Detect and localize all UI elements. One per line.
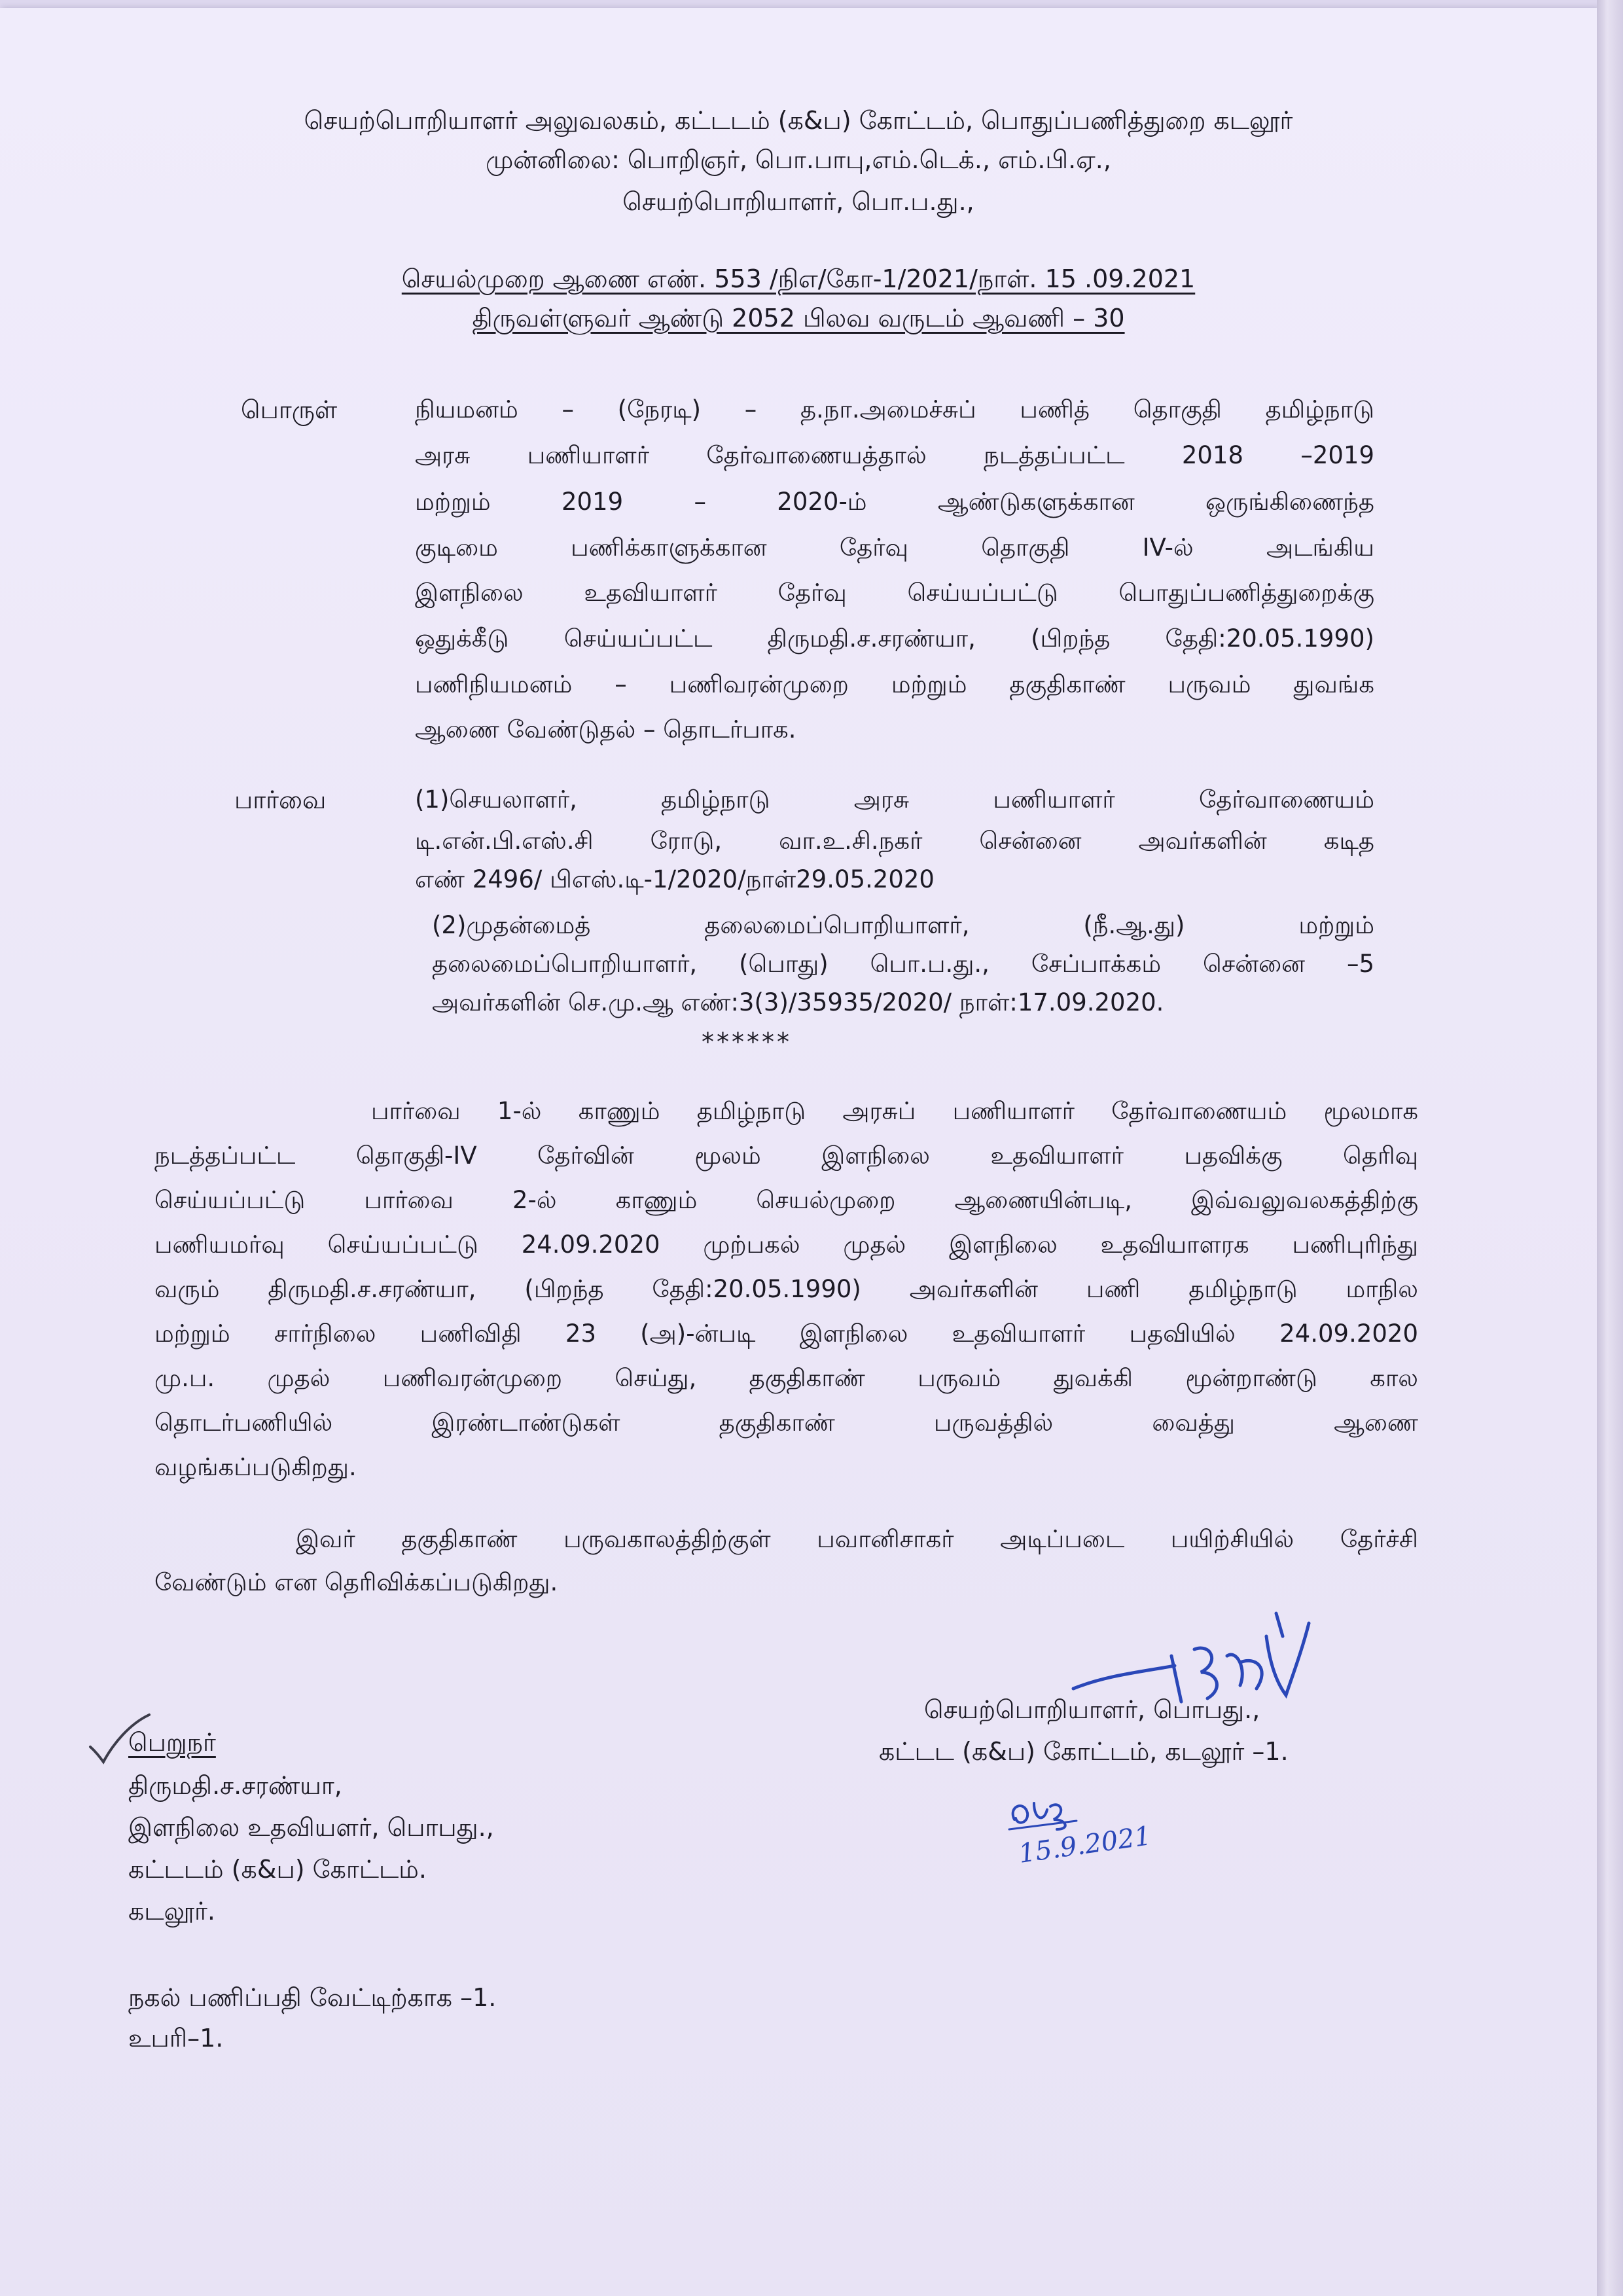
tamil-date: திருவள்ளுவர் ஆண்டு 2052 பிலவ வருடம் ஆவணி – 30 bbox=[472, 304, 1125, 332]
recipient-line: இளநிலை உதவியளர், பொபது., bbox=[128, 1813, 494, 1842]
recipient-line: கடலூர். bbox=[128, 1897, 215, 1926]
reference-line: (2)முதன்மைத் தலைமைப்பொறியாளர், (நீ.ஆ.து) மற்றும் bbox=[432, 911, 1374, 939]
body-line: வேண்டும் என தெரிவிக்கப்படுகிறது. bbox=[154, 1568, 558, 1596]
handwritten-initials bbox=[1008, 1793, 1086, 1833]
recipient-line: திருமதி.ச.சரண்யா, bbox=[128, 1771, 342, 1800]
body-line: தொடர்பணியில் இரண்டாண்டுகள் தகுதிகாண் பருவத்தில் வைத்து ஆணை bbox=[154, 1408, 1418, 1437]
subject-line: ஒதுக்கீடு செய்யப்பட்ட திருமதி.ச.சரண்யா, (பிறந்த தேதி:20.05.1990) bbox=[415, 624, 1374, 653]
reference-label: பார்வை bbox=[234, 785, 327, 814]
body-line: நடத்தப்பட்ட தொகுதி-IV தேர்வின் மூலம் இளநிலை உதவியாளர் பதவிக்கு தெரிவு bbox=[154, 1141, 1418, 1170]
body-line: பணியமர்வு செய்யப்பட்டு 24.09.2020 முற்பகல் முதல் இளநிலை உதவியாளரக பணிபுரிந்து bbox=[154, 1230, 1418, 1259]
subject-line: நியமனம் – (நேரடி) – த.நா.அமைச்சுப் பணித் தொகுதி தமிழ்நாடு bbox=[415, 395, 1374, 423]
signatory-title: செயற்பொறியாளர், பொபது., bbox=[924, 1695, 1260, 1724]
spare-copy-line: உபரி–1. bbox=[128, 2024, 224, 2053]
reference-line: அவர்களின் செ.மு.ஆ எண்:3(3)/35935/2020/ நாள்:17.09.2020. bbox=[432, 988, 1164, 1016]
subject-line: அரசு பணியாளர் தேர்வாணையத்தால் நடத்தப்பட்ட 2018 –2019 bbox=[415, 441, 1374, 469]
recipient-label: பெறுநர் bbox=[128, 1728, 216, 1757]
subject-label: பொருள் bbox=[241, 395, 338, 424]
reference-line: எண் 2496/ பிஎஸ்.டி-1/2020/நாள்29.05.2020 bbox=[415, 865, 935, 893]
body-line: இவர் தகுதிகாண் பருவகாலத்திற்குள் பவானிசாகர் அடிப்படை பயிற்சியில் தேர்ச்சி bbox=[296, 1525, 1418, 1553]
reference-line: டி.என்.பி.எஸ்.சி ரோடு, வா.உ.சி.நகர் சென்னை அவர்களின் கடித bbox=[415, 827, 1374, 855]
body-line: மற்றும் சார்நிலை பணிவிதி 23 (அ)-ன்படி இளநிலை உதவியாளர் பதவியில் 24.09.2020 bbox=[154, 1319, 1418, 1348]
subject-line: இளநிலை உதவியாளர் தேர்வு செய்யப்பட்டு பொதுப்பணித்துறைக்கு bbox=[415, 579, 1374, 607]
body-line: மு.ப. முதல் பணிவரன்முறை செய்து, தகுதிகாண் பருவம் துவக்கி மூன்றாண்டு கால bbox=[154, 1364, 1418, 1392]
scanner-edge bbox=[1597, 0, 1623, 2296]
body-line: வரும் திருமதி.ச.சரண்யா, (பிறந்த தேதி:20.05.1990) அவர்களின் பணி தமிழ்நாடு மாநில bbox=[154, 1275, 1418, 1303]
subject-line: குடிமை பணிக்காளுக்கான தேர்வு தொகுதி IV-ல் அடங்கிய bbox=[415, 533, 1374, 562]
body-line: செய்யப்பட்டு பார்வை 2-ல் காணும் செயல்முறை ஆணையின்படி, இவ்வலுவலகத்திற்கு bbox=[154, 1186, 1418, 1214]
presence-line: முன்னிலை: பொறிஞர், பொ.பாபு,எம்.டெக்., எம்.பி.ஏ., bbox=[486, 145, 1111, 174]
separator: ****** bbox=[702, 1028, 792, 1056]
reference-line: தலைமைப்பொறியாளர், (பொது) பொ.ப.து., சேப்பாக்கம் சென்னை –5 bbox=[432, 950, 1374, 978]
designation-line: செயற்பொறியாளர், பொ.ப.து., bbox=[622, 187, 974, 216]
subject-line: ஆணை வேண்டுதல் – தொடர்பாக. bbox=[415, 715, 796, 744]
subject-line: மற்றும் 2019 – 2020-ம் ஆண்டுகளுக்கான ஒருங்கிணைந்த bbox=[415, 488, 1374, 516]
signatory-office: கட்டட (க&ப) கோட்டம், கடலூர் –1. bbox=[879, 1737, 1289, 1766]
recipient-line: கட்டடம் (க&ப) கோட்டம். bbox=[128, 1855, 427, 1884]
handwritten-date: 15.9.2021 bbox=[1016, 1821, 1153, 1869]
body-line: பார்வை 1-ல் காணும் தமிழ்நாடு அரசுப் பணியாளர் தேர்வாணையம் மூலமாக bbox=[371, 1097, 1418, 1125]
body-line: வழங்கப்படுகிறது. bbox=[154, 1453, 357, 1481]
subject-line: பணிநியமனம் – பணிவரன்முறை மற்றும் தகுதிகாண் பருவம் துவங்க bbox=[415, 670, 1374, 698]
office-header: செயற்பொறியாளர் அலுவலகம், கட்டடம் (க&ப) கோட்டம், பொதுப்பணித்துறை கடலூர் bbox=[304, 106, 1293, 135]
order-number: செயல்முறை ஆணை எண். 553 /நிஎ/கோ-1/2021/நாள். 15 .09.2021 bbox=[401, 264, 1196, 293]
copy-line: நகல் பணிப்பதி வேட்டிற்காக –1. bbox=[128, 1983, 497, 2012]
reference-line: (1)செயலாளர், தமிழ்நாடு அரசு பணியாளர் தேர்வாணையம் bbox=[415, 785, 1374, 814]
